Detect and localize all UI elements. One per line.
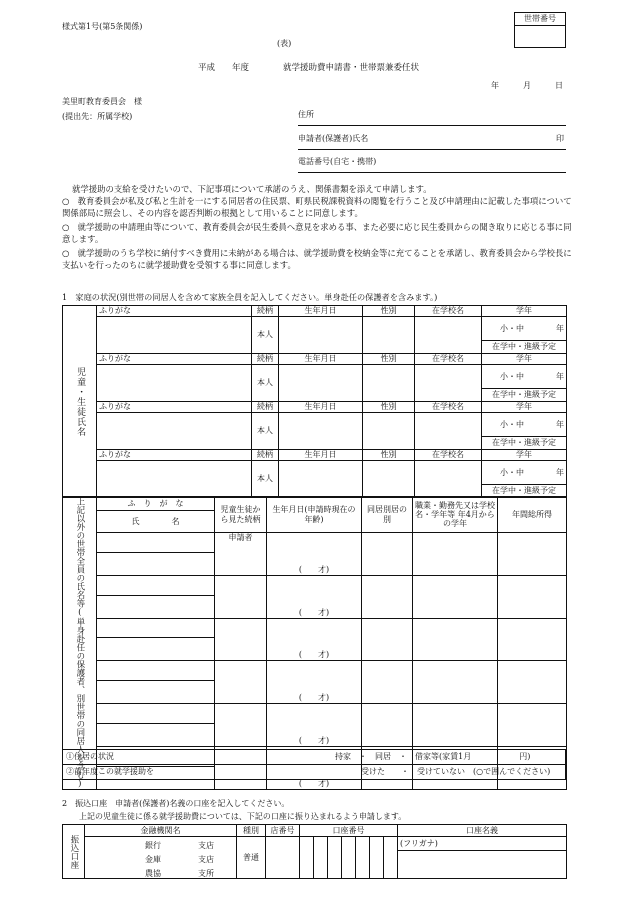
self-relation: 本人 (252, 365, 279, 402)
submit-to: (提出先：所属学校) (62, 112, 133, 121)
grade-value[interactable]: 小・中 年 (482, 365, 567, 389)
child-school-input[interactable] (415, 317, 482, 354)
bank-name-head: 金融機関名 (85, 825, 237, 837)
consent-item-3: ○ 就学援助のうち学校に納付すべき費用に未納がある場合は、就学援助費を校納金等に充てることを承諾し、教育委員会から学校長に支払いを行ったのちに就学援助費を受領する事に同意します。 (62, 248, 572, 270)
member-age[interactable]: ( 才) (267, 704, 362, 747)
others-birth-head: 生年月日(申請時現在の年齢) (267, 497, 362, 533)
housing-label: ①住居の状況 (66, 752, 114, 761)
children-table (62, 305, 567, 498)
member-name-input[interactable] (97, 681, 215, 704)
recipient: 美里町教育委員会 様 (62, 97, 142, 106)
account-digit-1[interactable] (300, 837, 314, 879)
relation-head: 続柄 (252, 450, 279, 461)
household-number-box[interactable] (514, 12, 566, 48)
furigana-label: ふりがな (97, 402, 252, 413)
child-sex-input[interactable] (363, 317, 415, 354)
seal-mark: 印 (556, 134, 564, 143)
grade-head: 学年 (482, 402, 567, 413)
school-head: 在学校名 (415, 354, 482, 365)
member-job-input[interactable] (413, 575, 498, 618)
member-relation-input[interactable]: 申請者 (215, 533, 267, 576)
section2-sub: 上記の児童生徒に係る就学援助費については、下記の口座に振り込まれるよう申請します。 (79, 812, 407, 821)
member-furigana-input[interactable] (97, 533, 215, 553)
school-head: 在学校名 (415, 402, 482, 413)
member-job-input[interactable] (413, 661, 498, 704)
school-head: 在学校名 (415, 306, 482, 317)
household-number-label: 世帯番号 (515, 13, 565, 26)
member-cohabit-input[interactable] (362, 618, 413, 661)
prev-aid-options[interactable]: 受けた ・ 受けていない (○で囲んでください) (361, 767, 551, 776)
child-name-input[interactable] (97, 413, 252, 450)
account-digit-3[interactable] (328, 837, 342, 879)
applicant-name-label: 申請者(保護者)氏名 (298, 134, 369, 143)
member-cohabit-input[interactable] (362, 533, 413, 576)
member-income-input[interactable] (498, 533, 567, 576)
account-digit-6[interactable] (370, 837, 384, 879)
child-name-input[interactable] (97, 317, 252, 354)
member-job-input[interactable] (413, 533, 498, 576)
others-furigana-head: ふ り が な (97, 497, 215, 511)
child-school-input[interactable] (415, 461, 482, 498)
others-cohabit-head: 同居別居の別 (362, 497, 413, 533)
child-school-input[interactable] (415, 413, 482, 450)
member-age[interactable]: ( 才) (267, 747, 362, 790)
furigana-label: ふりがな (97, 354, 252, 365)
side-label: (表) (277, 39, 292, 48)
member-name-input[interactable] (97, 724, 215, 747)
grade-head: 学年 (482, 354, 567, 365)
fiscal-year: 平成 年度 (198, 63, 250, 73)
bank-side-label: 振込口座 (63, 825, 85, 879)
child-name-input[interactable] (97, 461, 252, 498)
furigana-label: ふりがな (97, 450, 252, 461)
relation-head: 続柄 (252, 402, 279, 413)
member-income-input[interactable] (498, 661, 567, 704)
form-number: 様式第1号(第5条関係) (62, 22, 143, 31)
school-head: 在学校名 (415, 450, 482, 461)
account-holder-head: 口座名義 (398, 825, 567, 837)
others-income-head: 年間総所得 (498, 497, 567, 533)
address-label: 住所 (298, 110, 314, 119)
child-birth-input[interactable] (279, 365, 363, 402)
grade-head: 学年 (482, 306, 567, 317)
member-cohabit-input[interactable] (362, 575, 413, 618)
phone-label: 電話番号(自宅・携帯) (298, 157, 377, 166)
others-job-head: 職業・勤務先又は学校名・学年等 年4月からの学年 (413, 497, 498, 533)
intro-lead: 就学援助の支給を受けたいので、下記事項について承諾のうえ、関係書類を添えて申請します。 (72, 184, 432, 194)
promotion-status[interactable]: 在学中・進級予定 (482, 485, 567, 498)
child-sex-input[interactable] (363, 413, 415, 450)
self-relation: 本人 (252, 317, 279, 354)
housing-row (62, 749, 566, 765)
member-age[interactable]: ( 才) (267, 533, 362, 576)
section1-heading: 1 家庭の状況(別世帯の同居人を含めて家族全員を記入してください。単身赴任の保護者を含みます。) (62, 292, 438, 302)
bank-kind-list: 銀行 金庫 農協 (145, 841, 161, 878)
child-birth-input[interactable] (279, 413, 363, 450)
member-name-input[interactable] (97, 552, 215, 575)
member-age[interactable]: ( 才) (267, 618, 362, 661)
grade-head: 学年 (482, 450, 567, 461)
housing-options[interactable]: 持家 ・ 同居 ・ 借家等(家賃1月 円) (335, 752, 531, 761)
member-name-input[interactable] (97, 595, 215, 618)
branch-number-head: 店番号 (266, 825, 300, 837)
member-relation-input[interactable] (215, 661, 267, 704)
consent-item-1: ○ 教育委員会が私及び私と生計を一にする同居者の住民票、町県民税課税資料の閲覧を行うこと及び申請理由に記載した事項について関係部局に照会し、その内容を認否判断の根拠として用いることに同意します。 (62, 196, 572, 218)
promotion-status[interactable]: 在学中・進級予定 (482, 389, 567, 402)
member-relation-input[interactable] (215, 575, 267, 618)
member-cohabit-input[interactable] (362, 661, 413, 704)
bank-table (62, 824, 567, 879)
section2-heading: 2 振込口座 申請者(保護者)名義の口座を記入してください。 (62, 799, 290, 808)
member-name-input[interactable] (97, 638, 215, 661)
child-name-input[interactable] (97, 365, 252, 402)
sex-head: 性別 (363, 306, 415, 317)
child-birth-input[interactable] (279, 317, 363, 354)
phone-field[interactable] (298, 157, 566, 173)
bank-name-input[interactable] (85, 837, 237, 879)
relation-head: 続柄 (252, 306, 279, 317)
child-birth-input[interactable] (279, 461, 363, 498)
furigana-label: ふりがな (97, 306, 252, 317)
prev-aid-label: ②前年度この就学援助を (66, 767, 154, 776)
account-digit-7[interactable] (384, 837, 398, 879)
self-relation: 本人 (252, 461, 279, 498)
account-digit-2[interactable] (314, 837, 328, 879)
account-digit-4[interactable] (342, 837, 356, 879)
member-job-input[interactable] (413, 618, 498, 661)
others-relation-head: 児童生徒から見た続柄 (215, 497, 267, 533)
member-income-input[interactable] (498, 575, 567, 618)
consent-item-2: ○ 就学援助の申請理由等について、教育委員会が民生委員へ意見を求める事、また必要に応じ民生委員からの聞き取りに応じる事に同意します。 (62, 222, 572, 244)
others-name-head: 氏 名 (97, 511, 215, 533)
account-type-value[interactable]: 普通 (237, 837, 266, 879)
birth-head: 生年月日 (279, 306, 363, 317)
promotion-status[interactable]: 在学中・進級予定 (482, 341, 567, 354)
member-cohabit-input[interactable] (362, 704, 413, 747)
account-holder-input[interactable] (398, 851, 567, 879)
prev-aid-row (62, 764, 566, 780)
member-relation-input[interactable] (215, 704, 267, 747)
branch-number-input[interactable] (266, 837, 300, 879)
account-number-head: 口座番号 (300, 825, 398, 837)
birth-head: 生年月日 (279, 402, 363, 413)
child-sex-input[interactable] (363, 461, 415, 498)
account-holder-kana[interactable]: (フリガナ) (398, 837, 567, 851)
promotion-status[interactable]: 在学中・進級予定 (482, 437, 567, 450)
branch-kind-list: 支店 支店 支所 (198, 841, 214, 878)
page-title: 就学援助費申請書・世帯票兼委任状 (283, 63, 420, 73)
birth-head: 生年月日 (279, 354, 363, 365)
member-job-input[interactable] (413, 704, 498, 747)
member-furigana-input[interactable] (97, 704, 215, 724)
relation-head: 続柄 (252, 354, 279, 365)
child-school-input[interactable] (415, 365, 482, 402)
member-furigana-input[interactable] (97, 618, 215, 638)
date-field[interactable]: 年 月 日 (491, 81, 563, 90)
self-relation: 本人 (252, 413, 279, 450)
member-relation-input[interactable] (215, 618, 267, 661)
sex-head: 性別 (363, 450, 415, 461)
grade-value[interactable]: 小・中 年 (482, 413, 567, 437)
grade-value[interactable]: 小・中 年 (482, 317, 567, 341)
member-furigana-input[interactable] (97, 661, 215, 681)
member-income-input[interactable] (498, 618, 567, 661)
address-field[interactable] (298, 110, 566, 126)
children-side-label: 児童・生徒氏名 (63, 306, 97, 498)
birth-head: 生年月日 (279, 450, 363, 461)
member-age[interactable]: ( 才) (267, 575, 362, 618)
applicant-name-field[interactable] (298, 134, 566, 150)
sex-head: 性別 (363, 402, 415, 413)
member-age[interactable]: ( 才) (267, 661, 362, 704)
sex-head: 性別 (363, 354, 415, 365)
account-type-head: 種別 (237, 825, 266, 837)
member-income-input[interactable] (498, 704, 567, 747)
others-side-label: 上記以外の世帯全員の氏名等(単身赴任の保護者、別世帯の同居人を含む) (63, 497, 97, 790)
member-furigana-input[interactable] (97, 575, 215, 595)
household-table (62, 496, 567, 790)
account-digit-5[interactable] (356, 837, 370, 879)
grade-value[interactable]: 小・中 年 (482, 461, 567, 485)
child-sex-input[interactable] (363, 365, 415, 402)
